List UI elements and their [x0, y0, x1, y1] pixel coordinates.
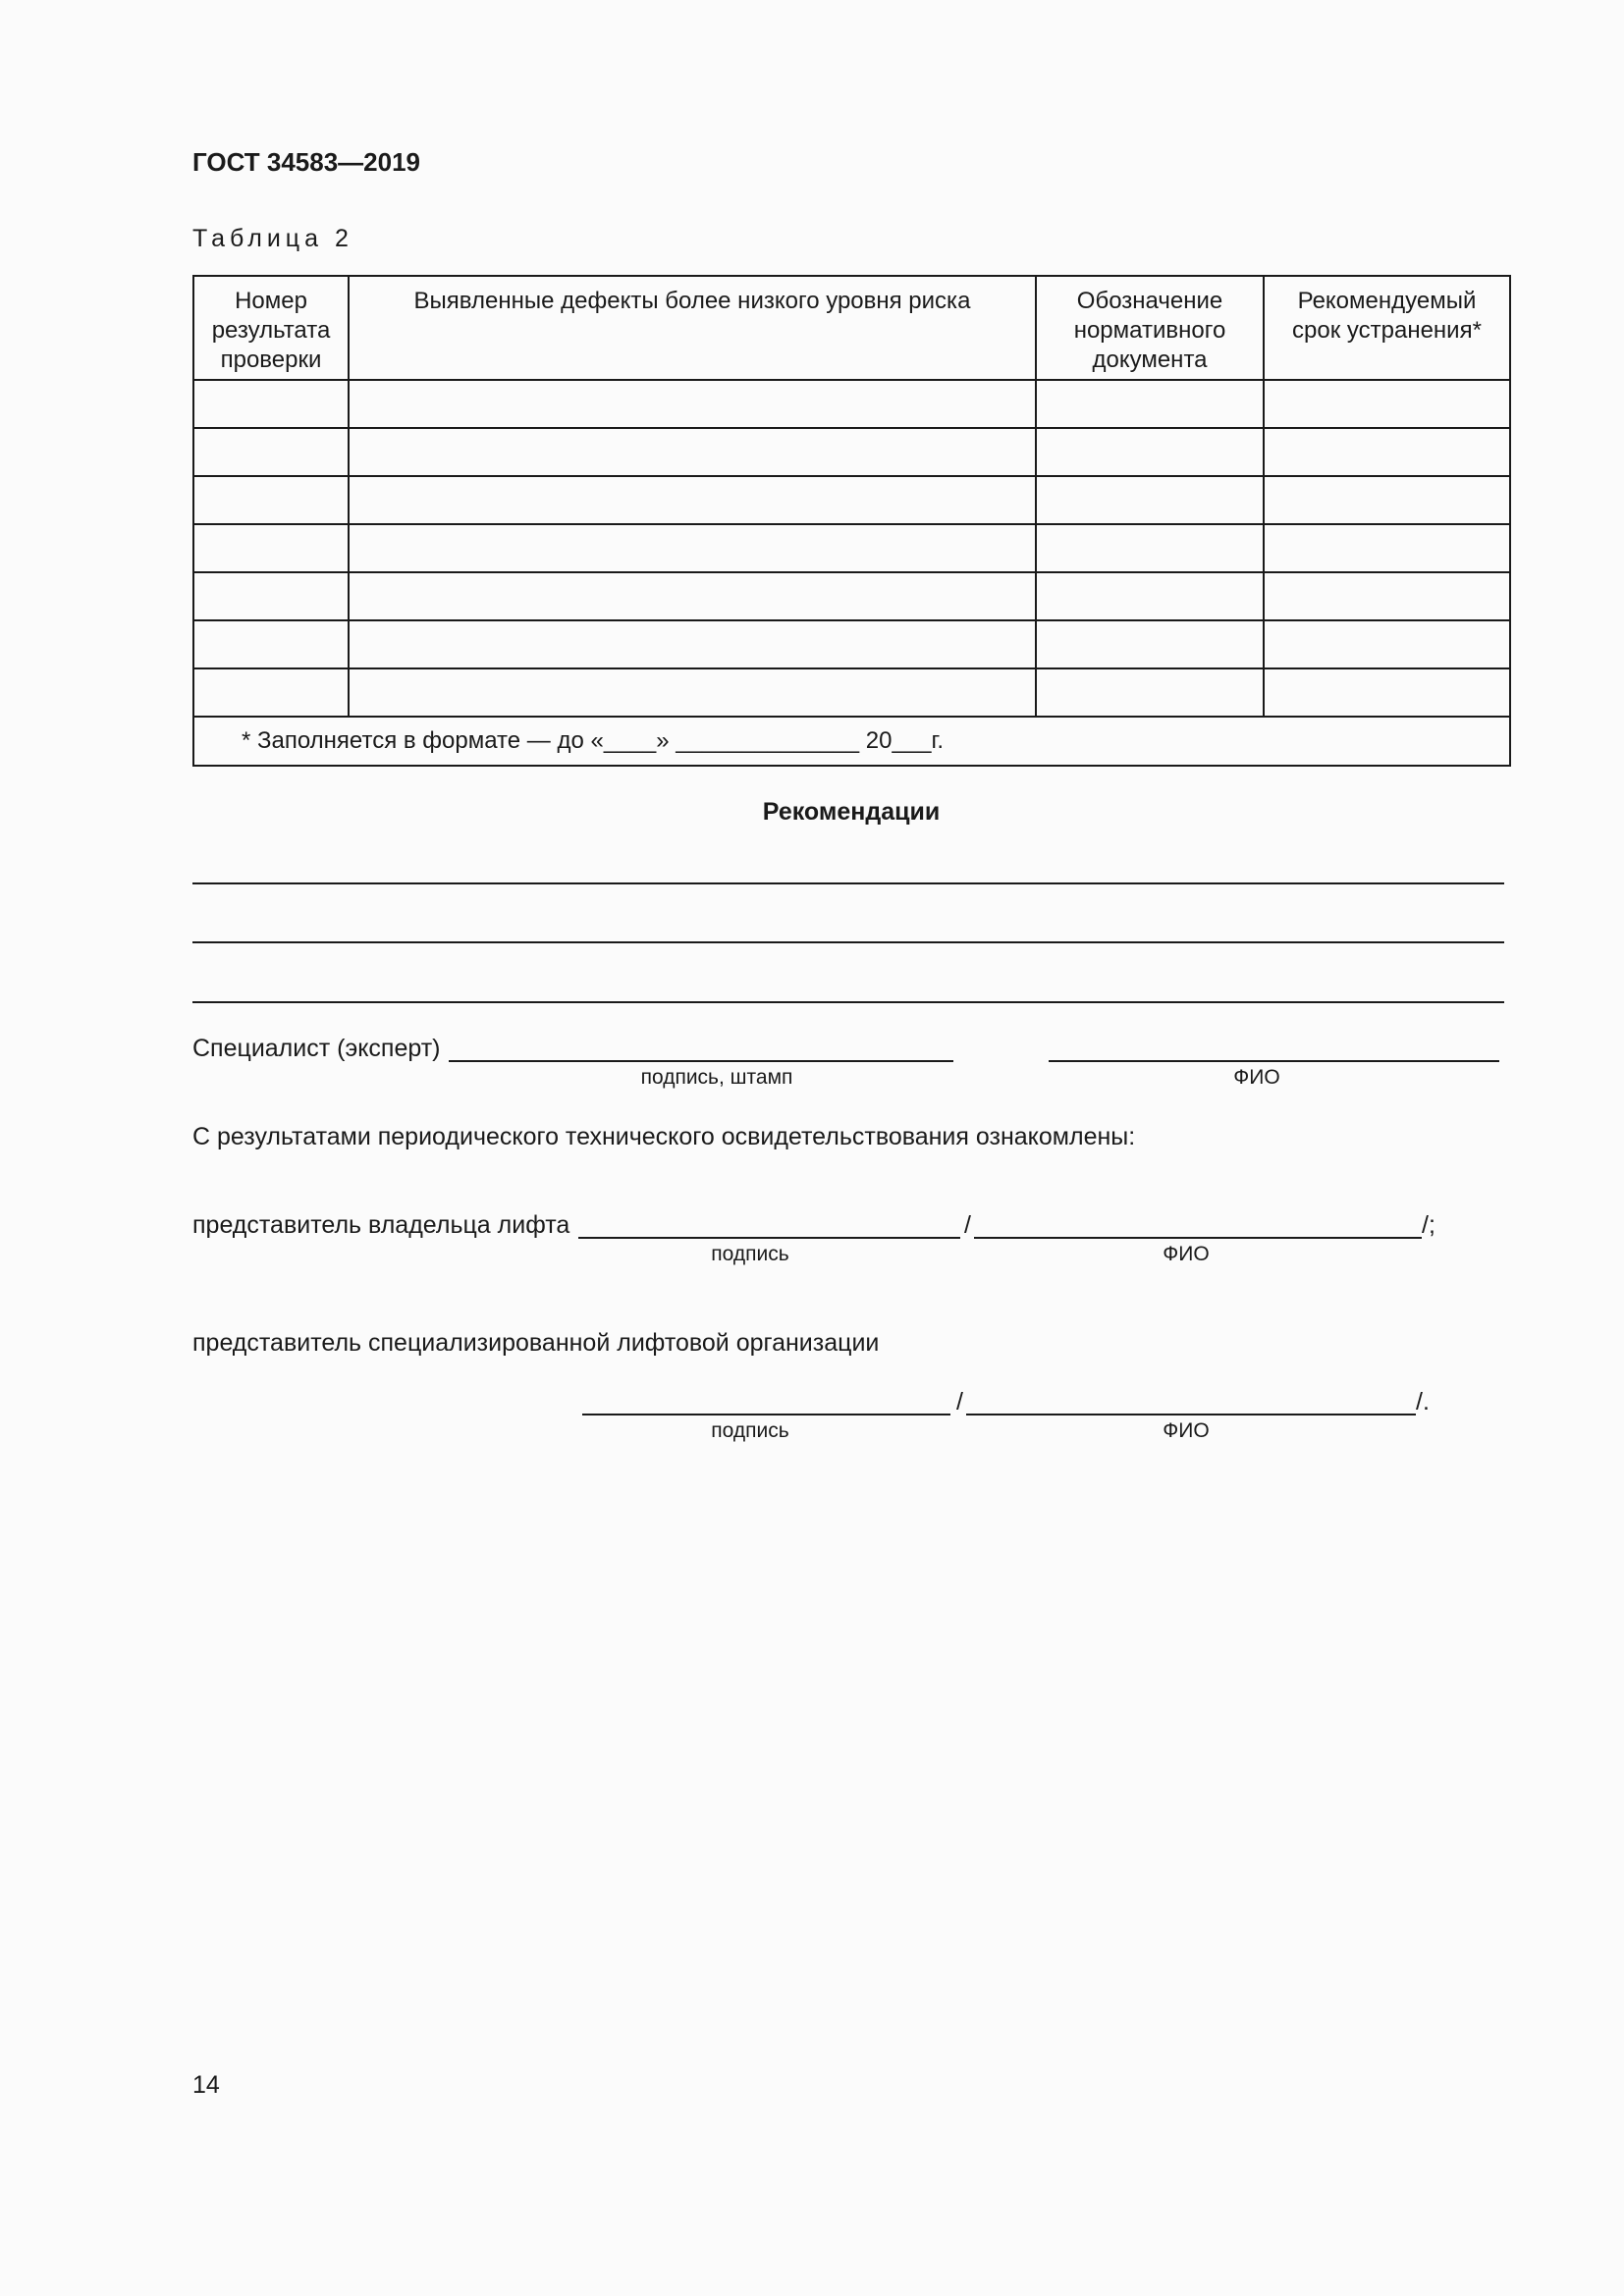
- owner-line-end: /;: [1422, 1211, 1435, 1239]
- table-cell: [349, 476, 1036, 524]
- table-caption: Таблица 2: [192, 225, 353, 252]
- table-cell: [193, 572, 349, 620]
- sign-stamp-caption: подпись, штамп: [640, 1066, 793, 1089]
- table-cell: [1264, 620, 1510, 668]
- table-cell: [1264, 668, 1510, 717]
- recommendations-title: Рекомендации: [762, 798, 941, 826]
- table-cell: [349, 428, 1036, 476]
- defects-table: [192, 275, 1511, 767]
- table-cell: [349, 620, 1036, 668]
- table-cell: [1036, 572, 1264, 620]
- table-cell: [349, 524, 1036, 572]
- table-row: [193, 668, 1510, 717]
- specialist-label: Специалист (эксперт): [192, 1035, 441, 1062]
- table-cell: [1036, 428, 1264, 476]
- table-cell: [349, 668, 1036, 717]
- org-fio-caption: ФИО: [1163, 1419, 1210, 1442]
- owner-signature-line: [578, 1237, 960, 1239]
- table-cell: [1036, 380, 1264, 428]
- table-cell: [349, 380, 1036, 428]
- specialist-fio-caption: ФИО: [1233, 1066, 1280, 1089]
- recommendation-line-3: [192, 1001, 1504, 1003]
- table-row: [193, 380, 1510, 428]
- table-cell: [1036, 476, 1264, 524]
- table-cell: [1264, 524, 1510, 572]
- table-cell: [1036, 668, 1264, 717]
- table-cell: [1036, 524, 1264, 572]
- table-header-row: [193, 276, 1510, 380]
- org-signature-line: [582, 1414, 950, 1415]
- table-cell: [193, 668, 349, 717]
- org-line-end: /.: [1416, 1388, 1430, 1415]
- table-cell: [1264, 380, 1510, 428]
- column-header-recommended-term: Рекомендуемый срок устранения*: [1264, 276, 1510, 380]
- column-header-defects: Выявленные дефекты более низкого уровня риска: [349, 276, 1036, 380]
- org-representative-label: представитель специализированной лифтовой организации: [192, 1329, 880, 1357]
- table-row: [193, 428, 1510, 476]
- table-row: [193, 524, 1510, 572]
- org-fio-line: [966, 1414, 1416, 1415]
- table-cell: [349, 572, 1036, 620]
- owner-representative-label: представитель владельца лифта: [192, 1211, 570, 1239]
- table-footnote: * Заполняется в формате — до «____» ______________ 20___г.: [193, 717, 1510, 766]
- table-cell: [193, 428, 349, 476]
- org-sign-caption: подпись: [711, 1419, 789, 1442]
- table-cell: [1264, 428, 1510, 476]
- column-header-normative-document: Обозначение нормативного документа: [1036, 276, 1264, 380]
- page-number: 14: [192, 2071, 220, 2099]
- document-code: ГОСТ 34583—2019: [192, 147, 420, 177]
- table-footnote-row: [193, 717, 1510, 766]
- owner-slash: /: [964, 1211, 971, 1239]
- specialist-signature-line: [449, 1060, 953, 1062]
- table-cell: [193, 380, 349, 428]
- table-row: [193, 476, 1510, 524]
- owner-fio-line: [974, 1237, 1422, 1239]
- table-row: [193, 572, 1510, 620]
- specialist-fio-line: [1049, 1060, 1499, 1062]
- table-cell: [1264, 572, 1510, 620]
- org-slash: /: [956, 1388, 963, 1415]
- owner-sign-caption: подпись: [711, 1243, 789, 1265]
- table-row: [193, 620, 1510, 668]
- table-cell: [1036, 620, 1264, 668]
- table-cell: [193, 476, 349, 524]
- table-cell: [1264, 476, 1510, 524]
- recommendation-line-1: [192, 882, 1504, 884]
- table-cell: [193, 524, 349, 572]
- column-header-result-number: Номер результата проверки: [193, 276, 349, 380]
- acknowledged-text: С результатами периодического технического освидетельствования ознакомлены:: [192, 1123, 1136, 1150]
- table-cell: [193, 620, 349, 668]
- owner-fio-caption: ФИО: [1163, 1243, 1210, 1265]
- recommendation-line-2: [192, 941, 1504, 943]
